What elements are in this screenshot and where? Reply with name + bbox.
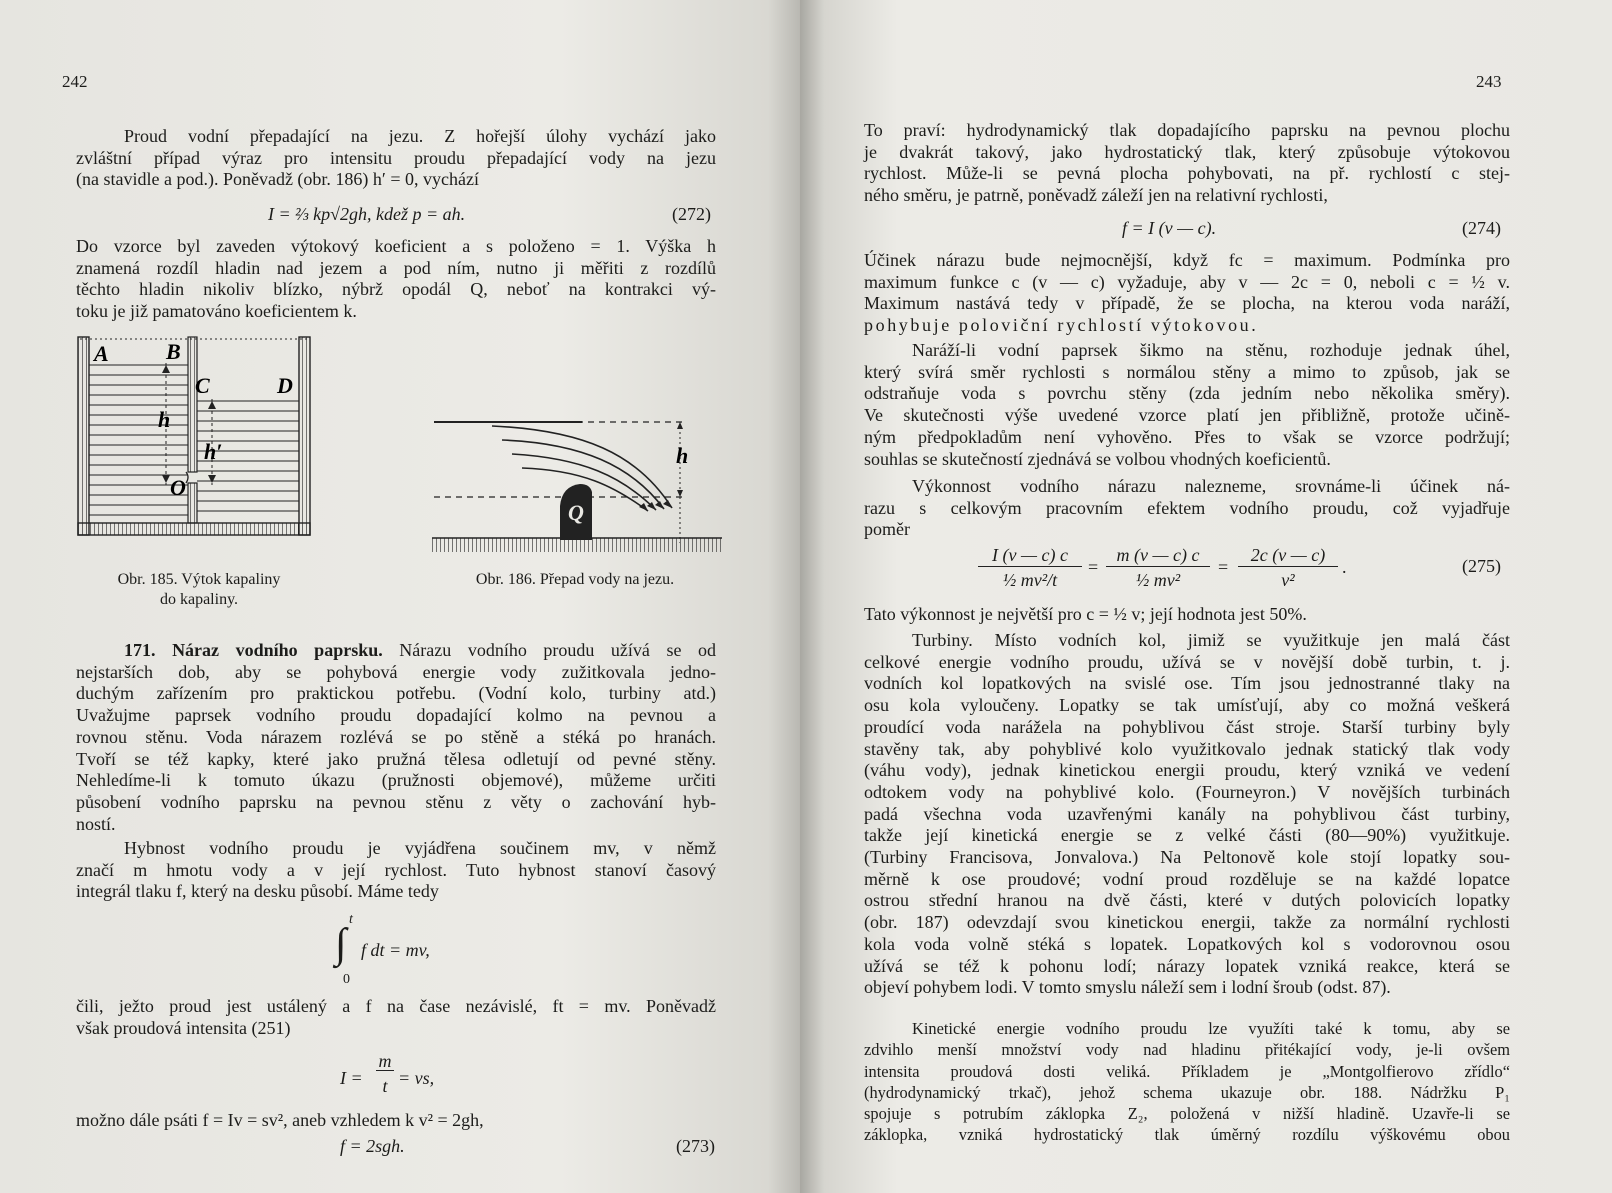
equation-274: f = I (v — c).	[1122, 218, 1217, 238]
text-line: záklopka, vzniká hydrostatický tlak úměrný rozdílu výškovému obou	[864, 1125, 1510, 1145]
text-line: rychlost. Může-li se pevná plocha pohybovati, na př. rychlostí c stej-	[864, 163, 1510, 184]
label-O: O	[170, 475, 186, 500]
text-line: objeví pohybem lodi. V tomto smyslu náleží sem i lodní šroub (odst. 87).	[864, 977, 1391, 998]
label-B: B	[166, 339, 181, 364]
equation-number: (273)	[676, 1136, 715, 1156]
text-line: je dvakrát takový, jako hydrostatický tlak, který způsobuje výtokovou	[864, 141, 1510, 162]
equation-number: (272)	[672, 204, 711, 224]
text-line: Do vzorce byl zaveden výtokový koeficient a s položeno = 1. Výška h	[76, 236, 716, 256]
paragraph-hybnost	[76, 838, 716, 903]
text-line: ostrou střední hranou na dvě části, které v dutých polovicích lopatky	[864, 890, 1510, 911]
page-number: 242	[62, 72, 88, 91]
text-line: (váhu vody), jednak kinetickou energii proudu, který vzniká ve vedení	[864, 760, 1510, 781]
label-h-prime: h′	[204, 439, 223, 464]
text-line: ným předpokladům není vyhověno. Přes to však se vzorce podržují;	[864, 426, 1510, 447]
text-line: Turbiny. Místo vodních kol, jimiž se využitkuje jen malá část	[912, 630, 1510, 650]
text-line: integrál tlaku f, který na desku působí. Máme tedy	[76, 881, 439, 902]
text-line: znamená rozdíl hladin nad jezem a pod ním, nutno ji měřiti z rozdílů	[76, 257, 716, 278]
page-number: 243	[1476, 72, 1502, 91]
text-line: nejstarších dob, aby se pohybová energie vody zužitkovala jedno-	[76, 661, 716, 682]
text-line: vodních kol lopatkových na svislé ose. Tím jsou jednostranné tlaky na	[864, 673, 1510, 694]
label-C: C	[195, 373, 210, 398]
text-line: odtokem vody na pohyblivé kolo. (Fourneyron.) V novějších turbinách	[864, 781, 1510, 802]
paragraph-vyska	[76, 236, 716, 323]
text-line: měrně k ose proudové; vodní proud rozděluje se na každé lopatce	[864, 868, 1510, 889]
text-line: Tato výkonnost je největší pro c = ½ v; její hodnota jest 50%.	[864, 604, 1307, 624]
right-page	[800, 0, 1612, 1193]
label-A: A	[94, 341, 109, 366]
text-line: poměr	[864, 519, 910, 540]
text-line: osu kola vyloučeny. Lopatky se tak umísťují, aby co možná veškerá	[864, 695, 1510, 716]
text-line: intensita proudová dosti veliká. Příkladem je „Montgolfierovo zřídlo“	[864, 1061, 1510, 1081]
text-line: proudící voda narážela na pohyblivou část stroje. Starší turbiny byly	[864, 716, 1510, 737]
text-line: takže její kinetická energie se z velké části (80—90%) využitkuje.	[864, 825, 1510, 846]
text-line: značí m hmotu vody a v její rychlost. Tuto hybnost stanoví časový	[76, 859, 716, 880]
left-page: 242 Proud vodní přepadající na jezu. Z hořejší úlohy vychází jako zvláštní případ výraz pro intensitu proudu přepadající vody na jezu (na stavidle a pod.). Poněvadž (obr. 186) h′ = 0, vychází I = ⅔ kp√2gh, kdež p = ah. (272) Do vzorce byl zaveden výtokový koeficient a s položeno = 1. Výška h znamená rozdíl hladin nad jezem a pod ním, nutno ji měřiti z rozdílů těchto hladin nikoliv blízko, nýbrž opodál Q, neboť na kontrakci vý- toku je již pamatováno koeficientem k. A B C D h h′ O Obr. 185. Výtok kapaliny do kapaliny. Q h Obr. 186. Přepad vody na jezu. 171. Náraz vodního paprsku. Nárazu vodního proudu užívá se od nejstarších dob, aby se pohybová energie vody zužitkovala jedno- duchým zařízením pro praktickou potřebu. (Vodní kolo, turbiny atd.) Uvažujme paprsek vodního proudu dopadající kolmo na pevnou a rovnou stěnu. Voda nárazem rozlévá se po stěně a stéká po hranách. Tvoří se též kapky, které jako pružná tělesa odletují od pevné stěny. Nehledíme-li k tomuto úkazu (pružnosti objemové), můžeme určiti působení vodního paprsku na pevnou stěnu z věty o zachování hyb- ností. Hybnost vodního proudu je vyjádřena součinem mv, v němž značí m hmotu vody a v její rychlost. Tuto hybnost stanoví časový integrál tlaku f, který na desku působí. Máme tedy t ∫ f dt = mv, 0 čili, ježto proud jest ustálený a f na čase nezávislé, ft = mv. Poněvadž však proudová intensita (251) I = m t = vs, možno dále psáti f = Iv = sv², aneb vzhledem k v² = 2gh, f = 2sgh. (273)	[0, 0, 800, 1193]
equation-number: (274)	[1462, 218, 1501, 238]
text-line: celkové energie vodního proudu, užívá se v novější době turbin, t. j.	[864, 651, 1510, 672]
equation-272: I = ⅔ kp√2gh, kdež p = ah.	[268, 204, 466, 224]
text-line: Uvažujme paprsek vodního proudu dopadající kolmo na pevnou a	[76, 705, 716, 726]
text-line: souhlas se skutečností zjednává se volbou vhodných koeficientů.	[864, 448, 1331, 469]
text-line: padá všechna voda uzavřenými kanály na pohyblivou část turbiny,	[864, 803, 1510, 824]
text-line: maximum funkce c (v — c) vyžaduje, aby v — 2c = 0, neboli c = ½ v.	[864, 271, 1510, 292]
paragraph-to-pravi	[864, 120, 1510, 207]
text-line: (Turbiny Francisova, Jonvalova.) Na Peltonově kole stojí lopatky sou-	[864, 847, 1510, 868]
text-line: Maximum nastává tedy v případě, že se plocha, na kterou voda naráží,	[864, 293, 1510, 314]
text-line: To praví: hydrodynamický tlak dopadajícího paprsku na pevnou plochu	[864, 120, 1510, 140]
text-line: (obr. 187) odevzdají svou kinetickou energii, takže za normální rychlosti	[864, 912, 1510, 933]
text-line: čili, ježto proud jest ustálený a f na čase nezávislé, ft = mv. Poněvadž	[76, 996, 716, 1016]
equation-275: I (v — c) c ½ mv²/t = m (v — c) c ½ mv² = 2c (v — c) v² . (275)	[978, 544, 1518, 600]
text-line: Ve skutečnosti výše uvedené vzorce platí jen přibližně, protože učině-	[864, 405, 1510, 426]
intro-paragraph	[76, 126, 716, 191]
text-line: odstraňuje voda s povrchu stěny (zda jedním nebo několika směry).	[864, 383, 1510, 404]
paragraph-turbiny	[864, 630, 1510, 999]
text-line: pohybuje poloviční rychlostí výtokovou.	[864, 315, 1259, 336]
paragraph-vykonnost	[864, 476, 1510, 541]
paragraph-cili	[76, 996, 716, 1039]
text-line: Výkonnost vodního nárazu nalezneme, srovnáme-li účinek ná-	[912, 476, 1510, 496]
text-line: 171. Náraz vodního paprsku. Nárazu vodního proudu užívá se od	[124, 640, 717, 660]
label-h: h	[676, 443, 689, 468]
text-line: který svírá směr rychlosti s normálou stěny a mimo to způsob, jak se	[864, 361, 1510, 382]
text-line: (hydrodynamický trkač), jehož schema ukazuje obr. 188. Nádržku P₁	[864, 1082, 1510, 1102]
text-line: Hybnost vodního proudu je vyjádřena součinem mv, v němž	[124, 838, 716, 858]
section-171	[76, 640, 716, 835]
text-line: toku je již pamatováno koeficientem k.	[76, 301, 357, 322]
equation-273: f = 2sgh.	[340, 1136, 405, 1156]
small-print-paragraph	[864, 1018, 1510, 1146]
section-number: 171.	[124, 640, 156, 660]
section-title: Náraz vodního paprsku.	[172, 640, 383, 660]
paragraph-tato	[864, 604, 1510, 626]
text-line: kola voda volně stéká s lopatek. Lopatkových kol s vodorovnou osou	[864, 933, 1510, 954]
text-line: možno dále psáti f = Iv = sv², aneb vzhledem k v² = 2gh,	[76, 1110, 484, 1130]
text-line: duchým zařízením pro praktickou potřebu. (Vodní kolo, turbiny atd.)	[76, 683, 716, 704]
text-line: těchto hladin nikoliv blízko, nýbrž opodál Q, neboť na kontrakci vý-	[76, 279, 716, 300]
text-line: ností.	[76, 813, 116, 834]
text-line: však proudová intensita (251)	[76, 1017, 291, 1038]
figure-186-caption: Obr. 186. Přepad vody na jezu.	[475, 571, 675, 588]
figure-185-caption: Obr. 185. Výtok kapaliny do kapaliny.	[117, 571, 281, 608]
paragraph-narazi	[864, 340, 1510, 470]
equation-integral: t ∫ f dt = mv, 0	[335, 912, 430, 987]
text-line: Kinetické energie vodního proudu lze využíti také k tomu, aby se	[912, 1019, 1510, 1038]
figure-185-diagram	[74, 335, 320, 550]
text-line: (na stavidle a pod.). Poněvadž (obr. 186) h′ = 0, vychází	[76, 169, 479, 190]
label-Q: Q	[568, 500, 584, 525]
equation-number: (275)	[1462, 556, 1501, 576]
text-line: Naráží-li vodní paprsek šikmo na stěnu, rozhoduje jednak úhel,	[912, 340, 1510, 360]
text-line: ného směru, je patrně, poněvadž záleží jen na relativní rychlosti,	[864, 185, 1328, 206]
text-line: užívá se též k pohonu lodí; nárazy lopatek vzniká reakce, která se	[864, 955, 1510, 976]
label-h: h	[158, 407, 171, 432]
paragraph-mozno	[76, 1110, 716, 1132]
text-line: rovnou stěnu. Voda nárazem rozlévá se po stěně a stéká po hranách.	[76, 726, 716, 747]
text-line: Tvoří se též kapky, které jako pružná tělesa odletují od pevné stěny.	[76, 748, 716, 769]
text-line: Nehledíme-li k tomuto úkazu (pružnosti objemové), můžeme určiti	[76, 770, 716, 791]
text-line: spojuje s potrubím záklopka Z₂, položená v nižší hladině. Uzavře-li se	[864, 1104, 1510, 1124]
text-line: Proud vodní přepadající na jezu. Z hořejší úlohy vychází jako	[124, 126, 716, 146]
text-line: Účinek nárazu bude nejmocnější, když fc = maximum. Podmínka pro	[864, 250, 1510, 270]
text-line: stavěny tak, aby pohyblivé kolo využitkovalo jednak statický tlak vody	[864, 738, 1510, 759]
text-line: zvláštní případ výraz pro intensitu proudu přepadající vody na jezu	[76, 147, 716, 168]
text-line: působení vodního paprsku na pevnou stěnu z věty o zachování hyb-	[76, 791, 716, 812]
text-line: zdvihlo menší množství vody nad hladinu přitékající vody, je-li ovšem	[864, 1040, 1510, 1060]
label-D: D	[277, 373, 293, 398]
text-line: razu s celkovým pracovním efektem vodního proudu, což vyjadřuje	[864, 497, 1510, 518]
figure-186-diagram	[432, 408, 722, 558]
paragraph-ucinek	[864, 250, 1510, 337]
